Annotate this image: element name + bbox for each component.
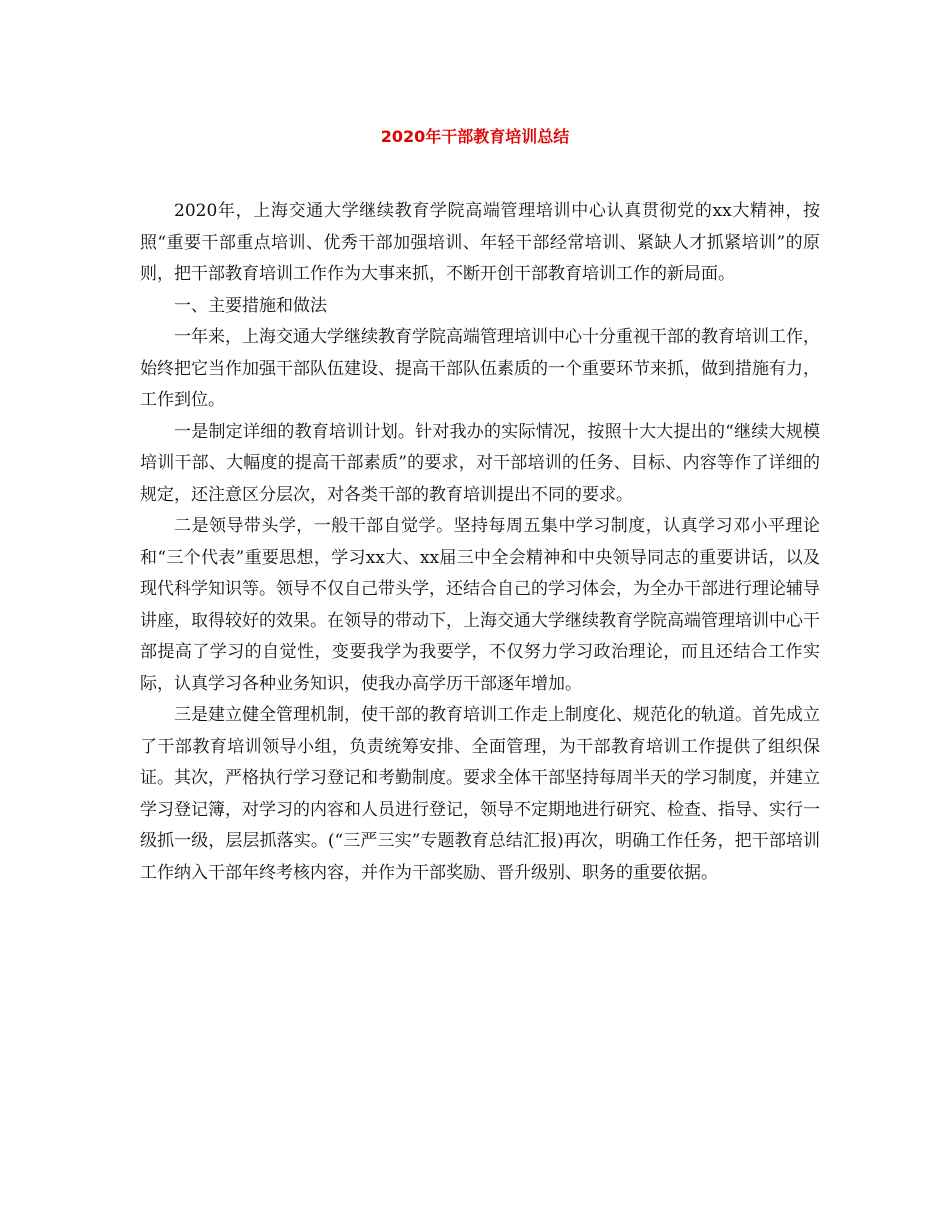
paragraph-intro: 2020年，上海交通大学继续教育学院高端管理培训中心认真贯彻党的xx大精神，按照“重要干部重点培训、优秀干部加强培训、年轻干部经常培训、紧缺人才抓紧培训”的原则，把干部教育培训工作作为大事来抓，不断开创干部教育培训工作的新局面。 xyxy=(140,201,820,284)
paragraph-point-two: 二是领导带头学，一般干部自觉学。坚持每周五集中学习制度，认真学习邓小平理论和“三个代表”重要思想，学习xx大、xx届三中全会精神和中央领导同志的重要讲话，以及现代科学知识等。领导不仅自己带头学，还结合自己的学习体会，为全办干部进行理论辅导讲座，取得较好的效果。在领导的带动下，上海交通大学继续教育学院高端管理培训中心干部提高了学习的自觉性，变要我学为我要学，不仅努力学习政治理论，而且还结合工作实际，认真学习各种业务知识，使我办高学历干部逐年增加。 xyxy=(140,516,820,694)
document-body xyxy=(140,196,820,889)
paragraph-point-one: 一是制定详细的教育培训计划。针对我办的实际情况，按照十大大提出的“继续大规模培训干部、大幅度的提高干部素质”的要求，对干部培训的任务、目标、内容等作了详细的规定，还注意区分层次，对各类干部的教育培训提出不同的要求。 xyxy=(140,421,820,505)
paragraph-overview: 一年来，上海交通大学继续教育学院高端管理培训中心十分重视干部的教育培训工作，始终把它当作加强干部队伍建设、提高干部队伍素质的一个重要环节来抓，做到措施有力，工作到位。 xyxy=(140,327,820,410)
section-heading: 一、主要措施和做法 xyxy=(174,295,327,316)
document-title: 2020年干部教育培训总结 xyxy=(380,127,570,146)
paragraph-point-three: 三是建立健全管理机制，使干部的教育培训工作走上制度化、规范化的轨道。首先成立了干部教育培训领导小组，负责统筹安排、全面管理，为干部教育培训工作提供了组织保证。其次，严格执行学习登记和考勤制度。要求全体干部坚持每周半天的学习制度，并建立学习登记簿，对学习的内容和人员进行登记，领导不定期地进行研究、检查、指导、实行一级抓一级，层层抓落实。(“三严三实”专题教育总结汇报)再次，明确工作任务，把干部培训工作纳入干部年终考核内容，并作为干部奖励、晋升级别、职务的重要依据。 xyxy=(140,705,820,883)
